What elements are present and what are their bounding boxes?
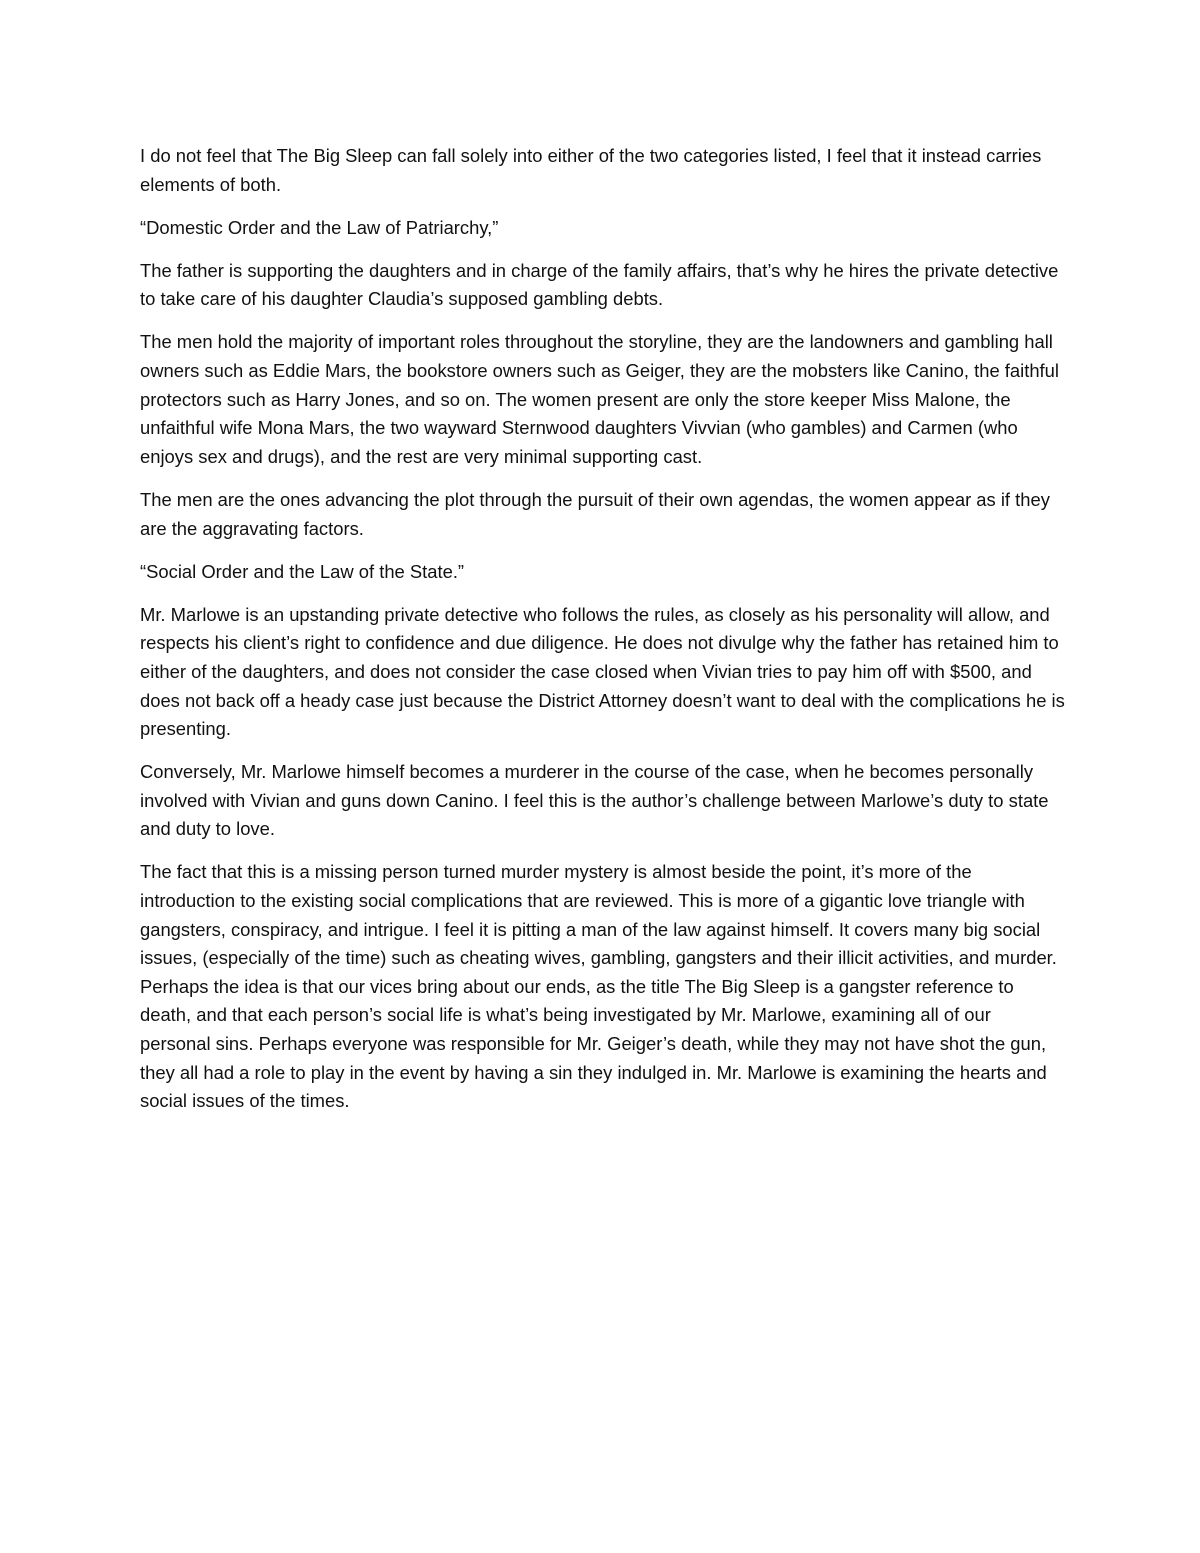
document-body bbox=[140, 142, 1065, 1116]
heading-social-order: “Social Order and the Law of the State.” bbox=[140, 560, 465, 582]
paragraph-conclusion: The fact that this is a missing person turned murder mystery is almost beside the point, it’s more of the introduction to the existing social complications that are reviewed. This is more of a gigantic love triangle with gangsters, conspiracy, and intrigue. I feel it is pitting a man of the law against himself. It covers many big social issues, (especially of the time) such as cheating wives, gambling, gangsters and their illicit activities, and murder. Perhaps the idea is that our vices bring about our ends, as the title The Big Sleep is a gangster reference to death, and that each person’s social life is what’s being investigated by Mr. Marlowe, examining all of our personal sins. Perhaps everyone was responsible for Mr. Geiger’s death, while they may not have shot the gun, they all had a role to play in the event by having a sin they indulged in. Mr. Marlowe is examining the hearts and social issues of the times. bbox=[140, 861, 1057, 1112]
heading-domestic-order: “Domestic Order and the Law of Patriarchy,” bbox=[140, 216, 499, 238]
paragraph-intro: I do not feel that The Big Sleep can fall solely into either of the two categories listed, I feel that it instead carries elements of both. bbox=[140, 145, 1042, 195]
paragraph-men-roles: The men hold the majority of important roles throughout the storyline, they are the landowners and gambling hall owners such as Eddie Mars, the bookstore owners such as Geiger, they are the mobsters like Canino, the faithful protectors such as Harry Jones, and so on. The women present are only the store keeper Miss Malone, the unfaithful wife Mona Mars, the two wayward Sternwood daughters Vivvian (who gambles) and Carmen (who enjoys sex and drugs), and the rest are very minimal supporting cast. bbox=[140, 331, 1059, 467]
paragraph-conversely: Conversely, Mr. Marlowe himself becomes a murderer in the course of the case, when he becomes personally involved with Vivian and guns down Canino. I feel this is the author’s challenge between Marlowe’s duty to state and duty to love. bbox=[140, 761, 1049, 840]
paragraph-father: The father is supporting the daughters and in charge of the family affairs, that’s why he hires the private detective to take care of his daughter Claudia’s supposed gambling debts. bbox=[140, 259, 1059, 310]
paragraph-marlowe: Mr. Marlowe is an upstanding private detective who follows the rules, as closely as his personality will allow, and respects his client’s right to confidence and due diligence. He does not divulge why the father has retained him to either of the daughters, and does not consider the case closed when Vivian tries to pay him off with $500, and does not back off a heady case just because the District Attorney doesn’t want to deal with the complications he is presenting. bbox=[140, 603, 1065, 740]
paragraph-men-plot: The men are the ones advancing the plot through the pursuit of their own agendas, the women appear as if they are the aggravating factors. bbox=[140, 488, 1050, 539]
